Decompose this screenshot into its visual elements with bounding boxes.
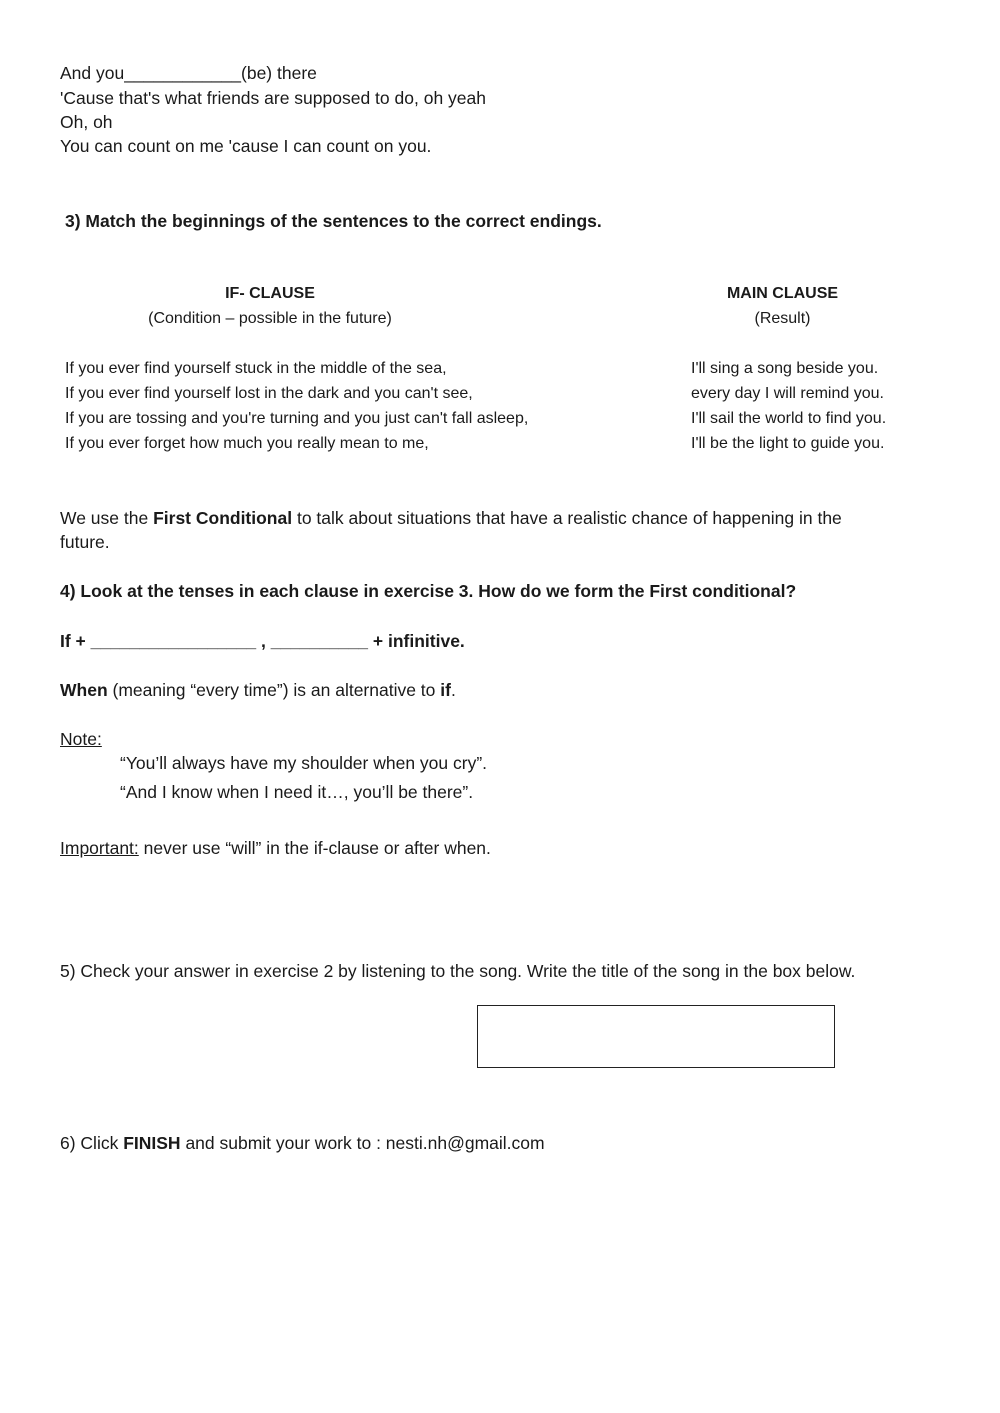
fc-post: to talk about situations that have a realistic chance of happening in the [292, 508, 842, 528]
when-note [60, 679, 456, 701]
ex6-text [60, 1132, 545, 1154]
main-clause-subtitle: (Result) [754, 310, 811, 327]
if-clause-subtitle: (Condition – possible in the future) [148, 310, 392, 327]
finish-label: FINISH [123, 1133, 181, 1153]
song-title-answer-box[interactable] [477, 1005, 835, 1068]
when-end: . [450, 680, 456, 700]
ex6-post: and submit your work to : nesti.nh@gmail.com [180, 1133, 545, 1153]
beginning-3[interactable]: If you are tossing and you're turning and you just can't fall asleep, [65, 410, 529, 427]
ex4-formula [60, 630, 465, 652]
note-quote-2: “And I know when I need it…, you’ll be there”. [120, 782, 474, 802]
note-quote-1: “You’ll always have my shoulder when you cry”. [120, 753, 488, 773]
formula-blank-1[interactable]: _________________ [90, 631, 257, 651]
fc-pre: We use the [60, 508, 154, 528]
ending-4[interactable]: I'll be the light to guide you. [691, 435, 885, 452]
formula-if: If + [60, 631, 91, 651]
ex4-heading: 4) Look at the tenses in each clause in exercise 3. How do we form the First conditional? [60, 581, 797, 601]
lyric-line-3: Oh, oh [60, 112, 113, 132]
when-word: When [60, 680, 108, 700]
lyric-prefix: And you [60, 63, 125, 83]
fc-term: First Conditional [153, 508, 293, 528]
if-word: if [440, 680, 451, 700]
first-conditional-text-line2: future. [60, 532, 110, 552]
important-label: Important: [60, 838, 139, 858]
important-note [60, 837, 491, 859]
ending-1[interactable]: I'll sing a song beside you. [691, 360, 879, 377]
lyric-line-2: 'Cause that's what friends are supposed to do, oh yeah [60, 88, 486, 108]
lyric-suffix: (be) there [241, 63, 317, 83]
beginning-4[interactable]: If you ever forget how much you really mean to me, [65, 435, 429, 452]
lyric-line-1 [60, 62, 317, 84]
if-clause-title: IF- CLAUSE [225, 285, 315, 302]
when-middle: (meaning “every time”) is an alternative to [107, 680, 441, 700]
ex6-pre: 6) Click [60, 1133, 124, 1153]
main-clause-title: MAIN CLAUSE [726, 285, 839, 302]
ex5-text: 5) Check your answer in exercise 2 by listening to the song. Write the title of the song in the box below. [60, 961, 856, 981]
lyric-line-4: You can count on me 'cause I can count on you. [60, 136, 432, 156]
note-label: Note: [60, 729, 102, 749]
ex3-heading: 3) Match the beginnings of the sentences to the correct endings. [65, 211, 602, 231]
beginning-2[interactable]: If you ever find yourself lost in the dark and you can't see, [65, 385, 473, 402]
formula-comma: , [256, 631, 271, 651]
formula-blank-2[interactable]: __________ [270, 631, 369, 651]
ending-3[interactable]: I'll sail the world to find you. [691, 410, 887, 427]
ending-2[interactable]: every day I will remind you. [691, 385, 884, 402]
first-conditional-text [60, 507, 842, 529]
lyric-blank[interactable]: ____________ [124, 63, 242, 83]
formula-end: + infinitive. [368, 631, 465, 651]
important-text: never use “will” in the if-clause or after when. [138, 838, 491, 858]
beginning-1[interactable]: If you ever find yourself stuck in the middle of the sea, [65, 360, 447, 377]
